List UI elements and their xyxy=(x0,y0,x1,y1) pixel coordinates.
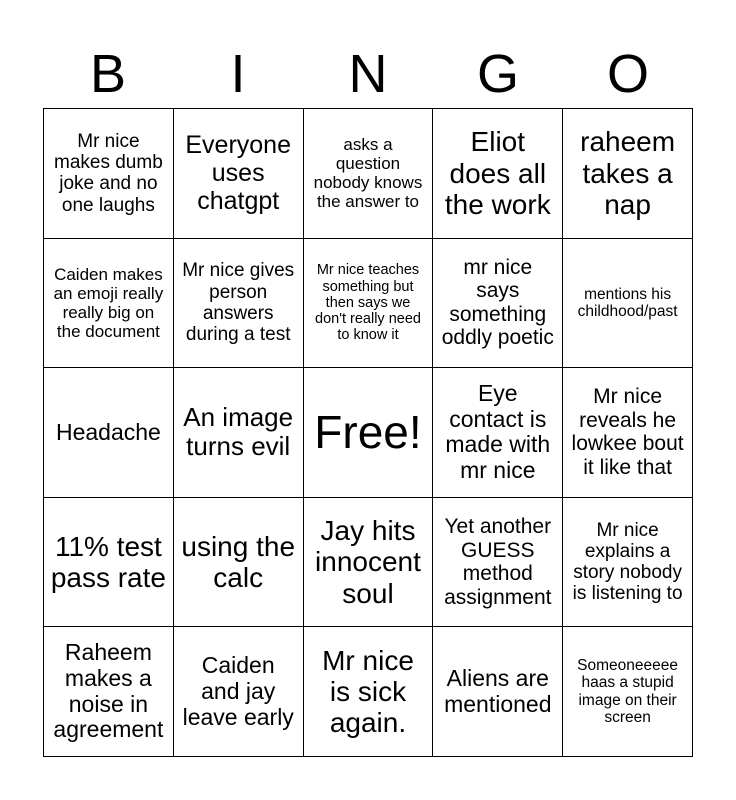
cell-text: Someoneeeee haas a stupid image on their screen xyxy=(577,656,679,727)
cell-text: Mr nice teaches something but then says we don't really need to know it xyxy=(315,262,421,344)
header-letter-g: G xyxy=(476,44,519,104)
bingo-cell[interactable] xyxy=(174,239,304,369)
bingo-cell[interactable] xyxy=(44,498,174,628)
cell-text: 11% test pass rate xyxy=(50,530,166,594)
bingo-cell[interactable] xyxy=(304,239,434,369)
bingo-cell[interactable] xyxy=(304,627,434,757)
bingo-header xyxy=(43,40,693,108)
cell-text: mr nice says something oddly poetic xyxy=(441,255,554,350)
bingo-cell[interactable] xyxy=(563,239,693,369)
header-letter-b: B xyxy=(89,44,127,104)
cell-text: asks a question nobody knows the answer to xyxy=(313,135,423,212)
cell-text: Everyone uses chatgpt xyxy=(185,131,291,216)
bingo-cell[interactable] xyxy=(433,109,563,239)
bingo-cell[interactable] xyxy=(174,109,304,239)
cell-text: using the calc xyxy=(181,530,296,594)
bingo-cell[interactable] xyxy=(174,498,304,628)
bingo-cell[interactable] xyxy=(44,109,174,239)
free-space-text: Free! xyxy=(314,405,422,458)
bingo-cell[interactable] xyxy=(304,498,434,628)
bingo-cell[interactable] xyxy=(563,109,693,239)
cell-text: Mr nice reveals he lowkee bout it like that xyxy=(571,385,684,479)
cell-text: Yet another GUESS method assignment xyxy=(444,515,552,609)
cell-text: raheem takes a nap xyxy=(580,126,676,220)
cell-text: An image turns evil xyxy=(183,402,294,462)
cell-text: Caiden and jay leave early xyxy=(182,652,294,730)
cell-text: Mr nice is sick again. xyxy=(322,644,414,739)
header-letter-n: N xyxy=(348,44,388,104)
cell-text: Mr nice makes dumb joke and no one laughs xyxy=(54,130,163,216)
bingo-cell[interactable] xyxy=(563,368,693,498)
bingo-cell[interactable] xyxy=(563,498,693,628)
cell-text: Raheem makes a noise in agreement xyxy=(53,639,164,743)
bingo-cell[interactable] xyxy=(44,368,174,498)
cell-text: Eliot does all the work xyxy=(444,126,551,220)
bingo-cell[interactable] xyxy=(44,239,174,369)
header-letter-o: O xyxy=(606,44,649,104)
bingo-board xyxy=(43,108,693,757)
bingo-cell[interactable] xyxy=(304,109,434,239)
cell-text: Mr nice explains a story nobody is listening to xyxy=(572,519,683,605)
cell-text: Mr nice gives person answers during a test xyxy=(182,260,295,346)
cell-text: mentions his childhood/past xyxy=(577,285,678,320)
bingo-cell[interactable] xyxy=(433,498,563,628)
bingo-cell[interactable] xyxy=(44,627,174,757)
bingo-cell[interactable] xyxy=(433,368,563,498)
cell-text: Caiden makes an emoji really really big on the document xyxy=(53,264,164,341)
bingo-cell[interactable] xyxy=(174,368,304,498)
bingo-cell[interactable] xyxy=(174,627,304,757)
cell-text: Headache xyxy=(55,418,161,445)
bingo-cell[interactable] xyxy=(433,239,563,369)
bingo-cell[interactable] xyxy=(563,627,693,757)
header-letter-i: I xyxy=(230,44,246,104)
cell-text: Jay hits innocent soul xyxy=(315,515,421,609)
cell-text: Aliens are mentioned xyxy=(444,664,552,717)
cell-text: Eye contact is made with mr nice xyxy=(445,379,551,484)
free-space[interactable] xyxy=(304,368,434,498)
bingo-cell[interactable] xyxy=(433,627,563,757)
